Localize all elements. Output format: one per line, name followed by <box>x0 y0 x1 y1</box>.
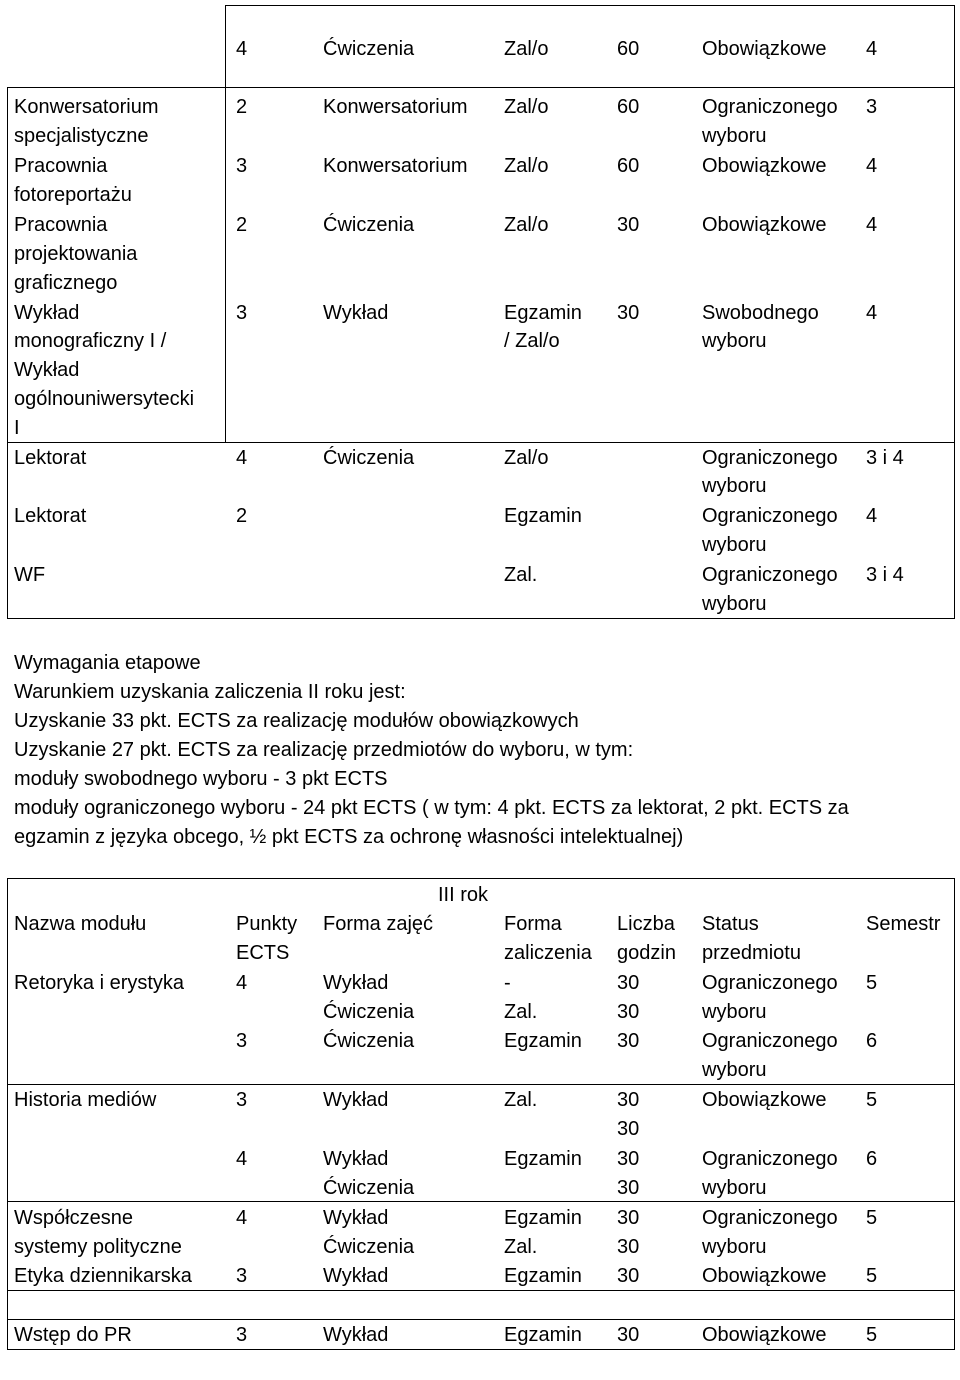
t2-r4-name-l0: Współczesne <box>14 1207 133 1229</box>
t1-r6-zaliczenie: Egzamin <box>504 505 582 527</box>
t1-r2-ects: 3 <box>236 155 248 177</box>
t1-r7-zaliczenie: Zal. <box>504 564 538 586</box>
t1-r6-name: Lektorat <box>14 505 87 527</box>
t1-r4-name-l0: Wykład <box>14 302 80 324</box>
t1-r7-name: WF <box>14 564 46 586</box>
t1-r1-status-l0: Ograniczonego <box>702 96 838 118</box>
t1-r5-form: Ćwiczenia <box>323 447 415 469</box>
requirements-heading: Wymagania etapowe <box>14 652 201 674</box>
t2-r4-hours-l0: 30 <box>617 1207 640 1229</box>
t1-r5-semester: 3 i 4 <box>866 447 904 469</box>
t1-r1-name-l0: Konwersatorium <box>14 96 159 118</box>
t2-header-name: Nazwa modułu <box>14 913 147 935</box>
t1-r3-name-l2: graficznego <box>14 272 118 294</box>
t1-r4-name-l2: Wykład <box>14 359 80 381</box>
t2-r5-status: Obowiązkowe <box>702 1265 827 1287</box>
t2-r0-zaliczenie-l1: Zal. <box>504 1001 538 1023</box>
t2-rule-3 <box>7 1290 955 1291</box>
t2-r3-status-l0: Ograniczonego <box>702 1148 838 1170</box>
t1-r6-status-l1: wyboru <box>702 534 767 556</box>
requirements-line: Warunkiem uzyskania zaliczenia II roku jest: <box>14 681 406 703</box>
t2-r3-hours-l1: 30 <box>617 1177 640 1199</box>
t1-r2-form: Konwersatorium <box>323 155 468 177</box>
year-label: III rok <box>438 884 489 906</box>
t1-border-left <box>7 87 8 619</box>
t2-r2-semester: 5 <box>866 1089 878 1111</box>
t1-r0-zaliczenie: Zal/o <box>504 38 549 60</box>
t1-r5-name: Lektorat <box>14 447 87 469</box>
t2-r0-semester: 5 <box>866 972 878 994</box>
t1-r4-hours: 30 <box>617 302 640 324</box>
t1-r7-semester: 3 i 4 <box>866 564 904 586</box>
t2-r3-status-l1: wyboru <box>702 1177 767 1199</box>
t1-r3-ects: 2 <box>236 214 248 236</box>
t1-r6-ects: 2 <box>236 505 248 527</box>
t2-header-ects-l0: Punkty <box>236 913 298 935</box>
t1-r1-name-l1: specjalistyczne <box>14 125 149 147</box>
t2-r6-semester: 5 <box>866 1324 878 1346</box>
t2-r4-semester: 5 <box>866 1207 878 1229</box>
t1-r4-status-l0: Swobodnego <box>702 302 819 324</box>
t1-r1-ects: 2 <box>236 96 248 118</box>
t2-r0-status-l1: wyboru <box>702 1001 767 1023</box>
t1-r1-status-l1: wyboru <box>702 125 767 147</box>
t2-r5-semester: 5 <box>866 1265 878 1287</box>
t2-r0-status-l0: Ograniczonego <box>702 972 838 994</box>
t2-r3-ects: 4 <box>236 1148 248 1170</box>
t2-r4-ects: 4 <box>236 1207 248 1229</box>
t2-r2-name: Historia mediów <box>14 1089 157 1111</box>
t2-r4-zaliczenie-l0: Egzamin <box>504 1207 582 1229</box>
t2-r4-form-l1: Ćwiczenia <box>323 1236 415 1258</box>
t2-header-hours-l0: Liczba <box>617 913 675 935</box>
t2-border-bottom <box>7 1349 955 1350</box>
t1-r7-status-l0: Ograniczonego <box>702 564 838 586</box>
t2-r2-status: Obowiązkowe <box>702 1089 827 1111</box>
t1-border-right <box>954 5 955 619</box>
t1-r4-status-l1: wyboru <box>702 330 767 352</box>
t1-rule-1 <box>7 87 955 88</box>
t2-r2-hours-l0: 30 <box>617 1089 640 1111</box>
t2-r1-semester: 6 <box>866 1030 878 1052</box>
t1-r2-zaliczenie: Zal/o <box>504 155 549 177</box>
t2-header-zaliczenie-l0: Forma <box>504 913 562 935</box>
t1-r3-name-l0: Pracownia <box>14 214 108 236</box>
t1-r2-hours: 60 <box>617 155 640 177</box>
t1-r4-ects: 3 <box>236 302 248 324</box>
t1-border-top <box>225 5 955 6</box>
t2-r4-hours-l1: 30 <box>617 1236 640 1258</box>
t2-r3-hours-l0: 30 <box>617 1148 640 1170</box>
t2-r5-form: Wykład <box>323 1265 389 1287</box>
t2-r6-form: Wykład <box>323 1324 389 1346</box>
t2-r5-zaliczenie: Egzamin <box>504 1265 582 1287</box>
t2-header-status-l0: Status <box>702 913 759 935</box>
t2-r4-status-l1: wyboru <box>702 1236 767 1258</box>
t1-r3-semester: 4 <box>866 214 878 236</box>
t2-r1-hours: 30 <box>617 1030 640 1052</box>
t2-header-hours-l1: godzin <box>617 942 676 964</box>
requirements-line: moduły swobodnego wyboru - 3 pkt ECTS <box>14 768 388 790</box>
t2-r4-status-l0: Ograniczonego <box>702 1207 838 1229</box>
t2-r0-hours-l1: 30 <box>617 1001 640 1023</box>
t2-r3-form-l0: Wykład <box>323 1148 389 1170</box>
t2-r1-zaliczenie: Egzamin <box>504 1030 582 1052</box>
t2-r2-zaliczenie: Zal. <box>504 1089 538 1111</box>
t2-header-zaliczenie-l1: zaliczenia <box>504 942 592 964</box>
t2-r1-status-l1: wyboru <box>702 1059 767 1081</box>
t2-header-semester: Semestr <box>866 913 941 935</box>
t1-r5-status-l0: Ograniczonego <box>702 447 838 469</box>
t2-r6-status: Obowiązkowe <box>702 1324 827 1346</box>
t1-r6-semester: 4 <box>866 505 878 527</box>
t1-r0-status: Obowiązkowe <box>702 38 827 60</box>
t2-r6-zaliczenie: Egzamin <box>504 1324 582 1346</box>
t2-r2-hours-l1: 30 <box>617 1118 640 1140</box>
t2-r0-hours-l0: 30 <box>617 972 640 994</box>
t2-header-status-l1: przedmiotu <box>702 942 801 964</box>
t2-r6-hours: 30 <box>617 1324 640 1346</box>
t2-r5-ects: 3 <box>236 1265 248 1287</box>
t1-r2-semester: 4 <box>866 155 878 177</box>
t2-r3-form-l1: Ćwiczenia <box>323 1177 415 1199</box>
t1-rule-2 <box>7 442 955 443</box>
t1-divider <box>225 5 226 443</box>
t2-r5-name: Etyka dziennikarska <box>14 1265 192 1287</box>
t1-r7-status-l1: wyboru <box>702 593 767 615</box>
t1-r4-semester: 4 <box>866 302 878 324</box>
t2-r0-zaliczenie-l0: - <box>504 972 511 994</box>
requirements-line: Uzyskanie 33 pkt. ECTS za realizację modułów obowiązkowych <box>14 710 579 732</box>
t2-r1-form: Ćwiczenia <box>323 1030 415 1052</box>
t1-r4-zaliczenie-l1: / Zal/o <box>504 330 560 352</box>
t2-border-top <box>7 878 955 879</box>
t1-r1-form: Konwersatorium <box>323 96 468 118</box>
t1-r3-status: Obowiązkowe <box>702 214 827 236</box>
t2-r4-name-l1: systemy polityczne <box>14 1236 182 1258</box>
t1-r3-name-l1: projektowania <box>14 243 138 265</box>
t2-r1-ects: 3 <box>236 1030 248 1052</box>
requirements-line: egzamin z języka obcego, ½ pkt ECTS za ochronę własności intelektualnej) <box>14 826 684 848</box>
t2-header-form: Forma zajęć <box>323 913 434 935</box>
t1-r1-zaliczenie: Zal/o <box>504 96 549 118</box>
t2-r6-ects: 3 <box>236 1324 248 1346</box>
t2-r1-status-l0: Ograniczonego <box>702 1030 838 1052</box>
t1-r4-name-l4: I <box>14 417 20 439</box>
t1-r4-zaliczenie-l0: Egzamin <box>504 302 582 324</box>
t2-r4-zaliczenie-l1: Zal. <box>504 1236 538 1258</box>
t2-r0-name: Retoryka i erystyka <box>14 972 185 994</box>
t1-r3-form: Ćwiczenia <box>323 214 415 236</box>
t1-r4-name-l3: ogólnouniwersytecki <box>14 388 195 410</box>
t1-r1-hours: 60 <box>617 96 640 118</box>
t2-border-left <box>7 878 8 1350</box>
t2-rule-4 <box>7 1319 955 1320</box>
t1-r0-hours: 60 <box>617 38 640 60</box>
t1-r4-name-l1: monograficzny I / <box>14 330 167 352</box>
requirements-line: moduły ograniczonego wyboru - 24 pkt ECTS ( w tym: 4 pkt. ECTS za lektorat, 2 pkt. ECTS za <box>14 797 849 819</box>
t1-r6-status-l0: Ograniczonego <box>702 505 838 527</box>
t2-rule-1 <box>7 1084 955 1085</box>
t1-r0-semester: 4 <box>866 38 878 60</box>
t2-rule-2 <box>7 1201 955 1202</box>
t2-r3-zaliczenie: Egzamin <box>504 1148 582 1170</box>
t1-r3-zaliczenie: Zal/o <box>504 214 549 236</box>
t2-r4-form-l0: Wykład <box>323 1207 389 1229</box>
t1-r5-status-l1: wyboru <box>702 475 767 497</box>
t2-r0-form-l0: Wykład <box>323 972 389 994</box>
t1-r2-status: Obowiązkowe <box>702 155 827 177</box>
t1-r0-ects: 4 <box>236 38 248 60</box>
t1-r1-semester: 3 <box>866 96 878 118</box>
t2-r0-form-l1: Ćwiczenia <box>323 1001 415 1023</box>
t1-r2-name-l1: fotoreportażu <box>14 184 132 206</box>
t1-r0-form: Ćwiczenia <box>323 38 415 60</box>
t2-header-ects-l1: ECTS <box>236 942 290 964</box>
requirements-line: Uzyskanie 27 pkt. ECTS za realizację przedmiotów do wyboru, w tym: <box>14 739 634 761</box>
t1-r3-hours: 30 <box>617 214 640 236</box>
t2-r5-hours: 30 <box>617 1265 640 1287</box>
t2-r2-form: Wykład <box>323 1089 389 1111</box>
t2-r2-ects: 3 <box>236 1089 248 1111</box>
t1-border-bottom <box>7 618 955 619</box>
t1-r5-zaliczenie: Zal/o <box>504 447 549 469</box>
t2-r0-ects: 4 <box>236 972 248 994</box>
t2-r6-name: Wstęp do PR <box>14 1324 132 1346</box>
t1-r2-name-l0: Pracownia <box>14 155 108 177</box>
t1-r5-ects: 4 <box>236 447 248 469</box>
t1-r4-form: Wykład <box>323 302 389 324</box>
t2-border-right <box>954 878 955 1350</box>
t2-r3-semester: 6 <box>866 1148 878 1170</box>
